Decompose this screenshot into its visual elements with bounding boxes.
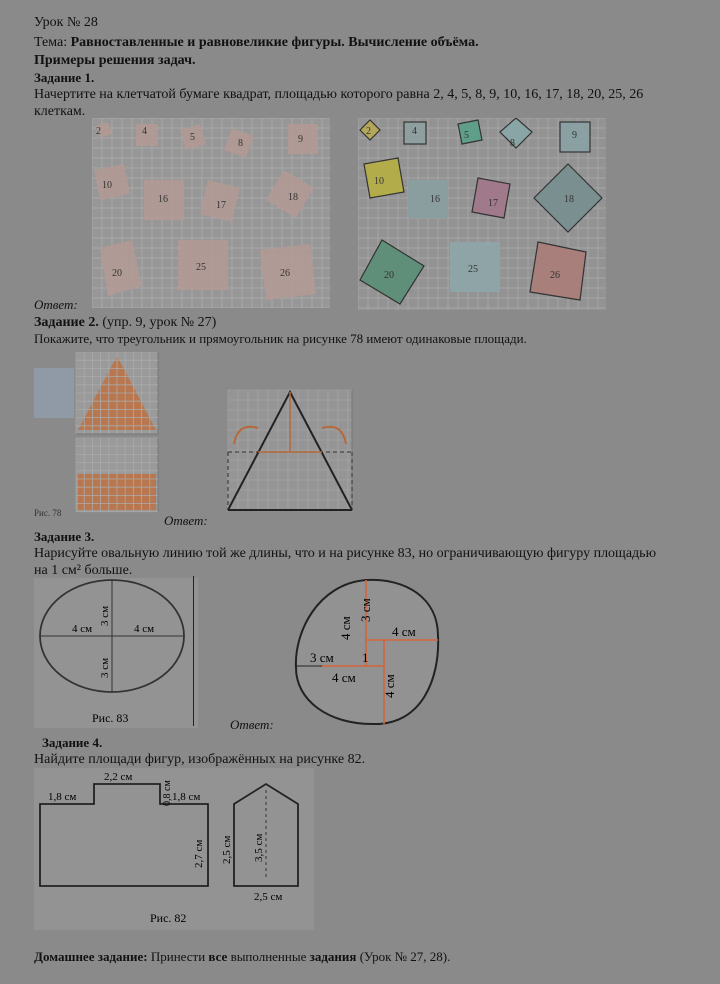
task1-grid-left [92, 118, 330, 308]
square-label-26: 26 [280, 268, 290, 279]
square-label-20: 20 [384, 270, 394, 281]
square-label-5: 5 [464, 130, 469, 141]
task3-text-line1: Нарисуйте овальную линию той же длины, что и на рисунке 83, но ограничивающую фигуру площадью [34, 546, 657, 561]
fig83-caption: Рис. 83 [92, 711, 129, 725]
homework-text-e: (Урок № 27, 28). [356, 949, 451, 964]
topic-line [34, 34, 479, 52]
square-label-4: 4 [412, 126, 417, 137]
dim-notch: 0,8 см [162, 780, 173, 806]
dim-left: 1,8 см [48, 791, 77, 803]
dim-right: 1,8 см [172, 791, 201, 803]
square-label-18: 18 [564, 194, 574, 205]
square-label-26: 26 [550, 270, 560, 281]
ans-label-up-b: 3 см [358, 598, 373, 622]
homework-label: Домашнее задание: [34, 949, 148, 964]
fig82-caption: Рис. 82 [150, 911, 187, 925]
ans-label-right: 4 см [392, 624, 416, 639]
task1-answer: Ответ: [34, 297, 78, 312]
dim-house-base: 2,5 см [254, 891, 283, 903]
task4-title: Задание 4. [42, 735, 103, 750]
task2-answer: Ответ: [164, 513, 208, 528]
square-label-10: 10 [102, 180, 112, 191]
oval-label-down: 3 см [99, 657, 111, 678]
square-4-left [136, 124, 158, 146]
task3-answer-figure [288, 574, 444, 732]
task3-text-line2: на 1 см² больше. [34, 563, 133, 578]
square-label-25: 25 [468, 264, 478, 275]
divider-line [193, 576, 194, 726]
topic-title: Равноставленные и равновеликие фигуры. Вычисление объёма. [70, 35, 479, 50]
ans-label-down: 4 см [382, 674, 397, 698]
task3-title: Задание 3. [34, 529, 95, 544]
square-label-10: 10 [374, 176, 384, 187]
square-label-25: 25 [196, 262, 206, 273]
homework-text-a: Принести [147, 949, 209, 964]
task2-text: Покажите, что треугольник и прямоугольник на рисунке 78 имеют одинаковые площади. [34, 331, 527, 346]
dim-top: 2,2 см [104, 771, 133, 783]
fig78-caption: Рис. 78 [34, 508, 62, 518]
ans-label-left: 3 см [310, 650, 334, 665]
lesson-number: Урок № 28 [34, 15, 98, 30]
task1-grid-right [358, 118, 606, 310]
square-10-left [94, 164, 130, 200]
square-label-8: 8 [238, 138, 243, 149]
ans-label-up-a: 4 см [338, 616, 353, 640]
square-9-left [288, 124, 318, 154]
ans-label-center: 1 [362, 650, 369, 665]
oval-label-right: 4 см [134, 623, 155, 635]
homework-text-d: задания [309, 949, 357, 964]
square-label-9: 9 [298, 134, 303, 145]
ans-label-bottom: 4 см [332, 670, 356, 685]
square-label-17: 17 [488, 198, 498, 209]
task2-title: Задание 2. [34, 315, 99, 330]
task4-text: Найдите площади фигур, изображённых на рисунке 82. [34, 752, 366, 767]
task3-answer: Ответ: [230, 717, 274, 732]
dim-height: 2,7 см [193, 839, 205, 868]
square-label-8: 8 [510, 138, 515, 149]
square-label-16: 16 [430, 194, 440, 205]
task3-figure-83 [34, 578, 198, 728]
oval-label-up: 3 см [99, 605, 111, 626]
square-label-17: 17 [216, 200, 226, 211]
square-label-2: 2 [366, 126, 371, 137]
task2-figure-78 [34, 352, 234, 522]
square-label-16: 16 [158, 194, 168, 205]
homework-text-c: выполненные [227, 949, 310, 964]
square-label-9: 9 [572, 130, 577, 141]
task1-text-line2: клеткам. [34, 104, 86, 119]
square-label-18: 18 [288, 192, 298, 203]
task4-figure-82 [34, 768, 314, 930]
topic-prefix: Тема: [34, 35, 71, 50]
square-label-2: 2 [96, 126, 101, 137]
square-label-4: 4 [142, 126, 147, 137]
homework-text-b: все [208, 949, 228, 964]
dim-house-side: 2,5 см [221, 835, 233, 864]
task1-title: Задание 1. [34, 70, 95, 85]
homework-line [34, 948, 450, 966]
square-label-20: 20 [112, 268, 122, 279]
task1-text-line1: Начертите на клетчатой бумаге квадрат, площадью которого равна 2, 4, 5, 8, 9, 10, 16, 17, 18, 20, 25, 26 [34, 87, 644, 102]
square-label-5: 5 [190, 132, 195, 143]
examples-heading: Примеры решения задач. [34, 53, 196, 68]
task2-ref: (упр. 9, урок № 27) [98, 315, 217, 330]
dim-house-total: 3,5 см [253, 833, 265, 862]
oval-label-left: 4 см [72, 623, 93, 635]
task2-answer-figure [224, 386, 356, 514]
